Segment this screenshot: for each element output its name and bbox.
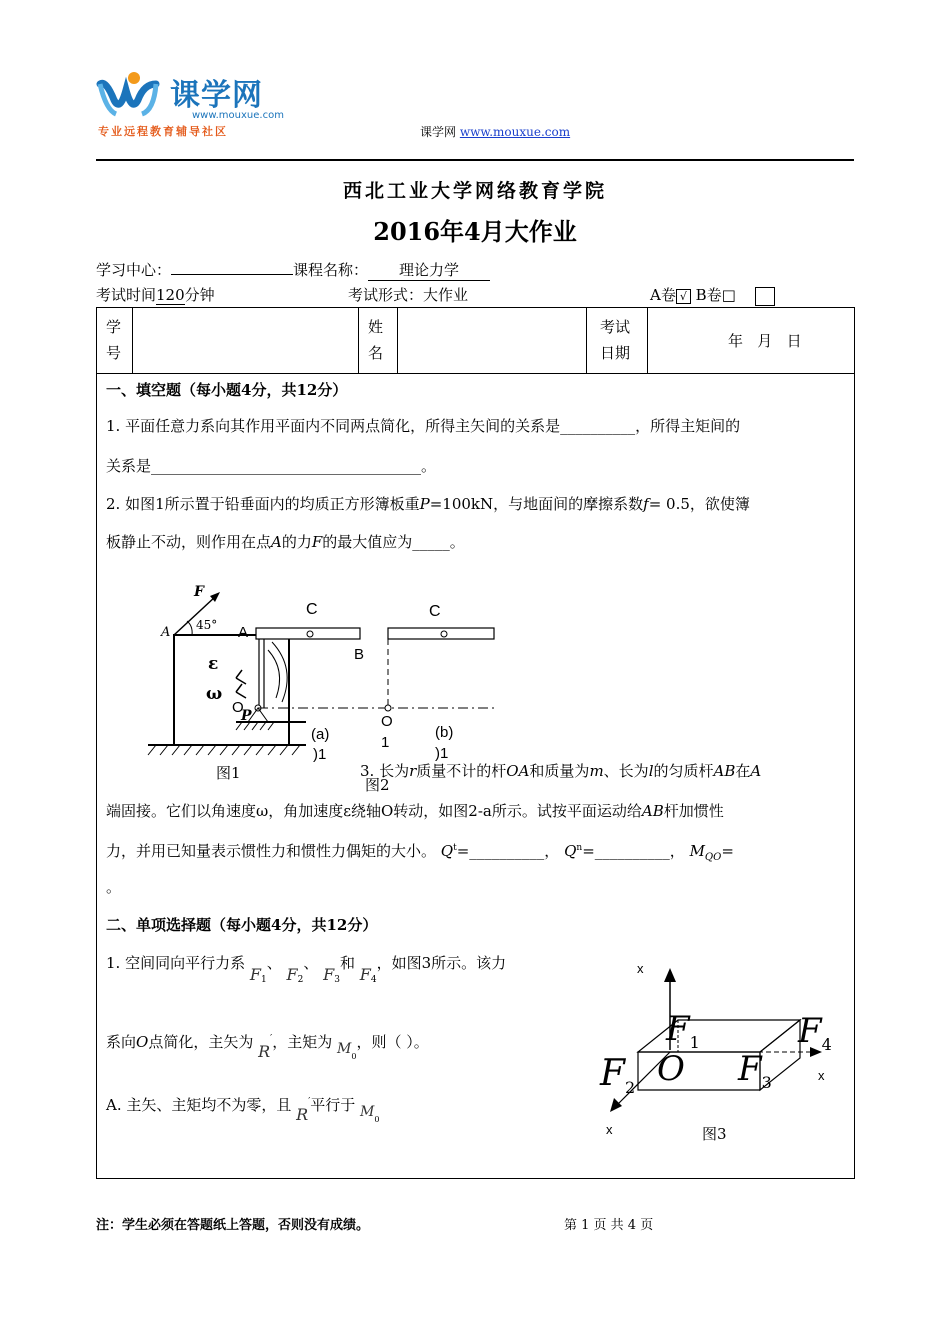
time-unit: 分钟 [184, 286, 215, 304]
table-divider [96, 373, 854, 374]
fig1-angle-label: 45° [196, 618, 218, 632]
time-value: 120 [156, 286, 185, 304]
fig3-F2: $F_2$ [600, 1053, 636, 1098]
s2-q1-optionA: A. 主矢、主矩均不为零，且 R′平行于 $M_0$ [106, 1096, 380, 1124]
fig2-a-sub: )1 [313, 746, 327, 763]
fig2-B-label: B [354, 646, 365, 663]
paper-type [650, 284, 775, 306]
fig1-P-label: P [241, 708, 252, 724]
fig2-C2-label: C [429, 603, 441, 620]
paper-b-checkbox[interactable] [755, 287, 775, 306]
fig2-b-sub: )1 [435, 745, 449, 762]
fig2-O2-label: O [381, 713, 393, 730]
s1-q3-line4: 。 [106, 878, 122, 896]
site-line [420, 123, 570, 140]
col-line-5 [647, 307, 648, 373]
fig2-b-label: (b) [435, 724, 454, 741]
s2-q1-line1: 1. 空间同向平行力系 $F_1$、 $F_2$、 $F_3$和 $F_4$，如图3所示。该力 [106, 954, 507, 985]
s1-q2-line2: 板静止不动，则作用在点A的力F的最大值应为_____。 [106, 533, 465, 551]
fig3-O: O [657, 1049, 685, 1089]
fig2-O2-sub: 1 [381, 734, 390, 751]
checkmark-icon: √ [679, 289, 687, 303]
paper-a-label: A卷 [650, 286, 676, 304]
fig3-x-right: x [818, 1068, 825, 1083]
school-title: 西北工业大学网络教育学院 [342, 180, 607, 202]
fig1-A-label: A [161, 625, 171, 640]
site-link[interactable]: www.mouxue.com [459, 125, 571, 139]
page-number: 第 1 页 共 4 页 [564, 1218, 654, 1233]
fig3-x-bottom: x [606, 1122, 613, 1137]
fig3-F4: $F_4$ [798, 1011, 832, 1054]
s1-q3-line2: 端固接。它们以角速度ω，角加速度ε绕轴O转动，如图2-a所示。试按平面运动给AB杆加惯性 [106, 802, 724, 820]
course-field [368, 259, 490, 281]
info-line-2 [96, 284, 215, 305]
logo-text: 课学网 [170, 78, 263, 113]
paper-a-checkbox[interactable] [676, 289, 691, 304]
s1-q2-line1: 2. 如图1所示置于铅垂面内的均质正方形簿板重P=100kN，与地面间的摩擦系数f= 0.5，欲使簿 [106, 495, 750, 513]
logo-icon [96, 70, 166, 120]
logo-url: www.mouxue.com [192, 110, 284, 121]
header-rule [96, 159, 854, 161]
fig1-F-label: F [194, 584, 204, 600]
name-field[interactable] [399, 309, 584, 371]
logo [96, 70, 296, 140]
footer-note: 注：学生必须在答题纸上答题，否则没有成绩。 [96, 1218, 370, 1233]
student-id-label: 学 号 [106, 318, 122, 362]
fig3-F3: $F_3$ [738, 1049, 772, 1092]
col-line-2 [358, 307, 359, 373]
s1-q3-line3: 力，并用已知量表示惯性力和惯性力偶矩的大小。 $Q^t=\_\_\_\_\_\_\_\_\_\_$， $Q^n=\_\_\_\_\_\_\_\_\_\_$， $M_{QO}=$ [106, 842, 734, 863]
fig2-C1-label: C [306, 601, 318, 618]
fig2-omega-label: ω [206, 684, 223, 704]
name-label: 姓 名 [368, 318, 384, 362]
fig2-eps-label: ε [208, 654, 219, 674]
site-label: 课学网 [420, 125, 457, 139]
fig1-caption: 图1 [216, 764, 241, 782]
center-label: 学习中心： [96, 261, 172, 279]
exam-form: 考试形式：大作业 [348, 286, 469, 304]
center-field[interactable] [171, 258, 293, 275]
fig2-A-label: A [238, 624, 249, 641]
course-value: 理论力学 [399, 261, 460, 279]
fig3-caption: 图3 [702, 1125, 727, 1143]
exam-title: 2016年4月大作业 [373, 217, 577, 246]
logo-slogan: 专业远程教育辅导社区 [98, 125, 228, 138]
section2-heading: 二、单项选择题（每小题4分，共12分） [106, 916, 378, 934]
info-line-1 [96, 258, 490, 281]
fig2-O-label: O [232, 699, 244, 716]
col-line-4 [586, 307, 587, 373]
fig2-caption: 图2 [365, 776, 390, 794]
time-label: 考试时间 [96, 286, 157, 304]
s1-q3-line1: 3. 长为r质量不计的杆OA和质量为m、长为l的匀质杆AB在A [360, 762, 762, 780]
s1-q1-line1: 1. 平面任意力系向其作用平面内不同两点简化，所得主矢间的关系是__________，所得主矩间的 [106, 417, 741, 435]
exam-date-label: 考试 日期 [600, 318, 631, 362]
paper-b-label: B卷□ [695, 286, 736, 304]
fig3-x-top: x [637, 961, 644, 976]
fig3-F1: $F_1$ [666, 1009, 700, 1052]
exam-date-value: 年 月 日 [728, 332, 802, 350]
col-line-3 [397, 307, 398, 373]
student-id-field[interactable] [134, 309, 356, 371]
s2-q1-line2: 系向O点简化，主矢为 R′，主矩为 $M_0$，则（ ）。 [106, 1033, 429, 1061]
col-line-1 [132, 307, 133, 373]
s1-q1-line2: 关系是____________________________________。 [106, 457, 437, 475]
section1-heading: 一、填空题（每小题4分，共12分） [106, 381, 348, 399]
course-label: 课程名称： [293, 261, 369, 279]
fig2-a-label: (a) [311, 726, 330, 743]
